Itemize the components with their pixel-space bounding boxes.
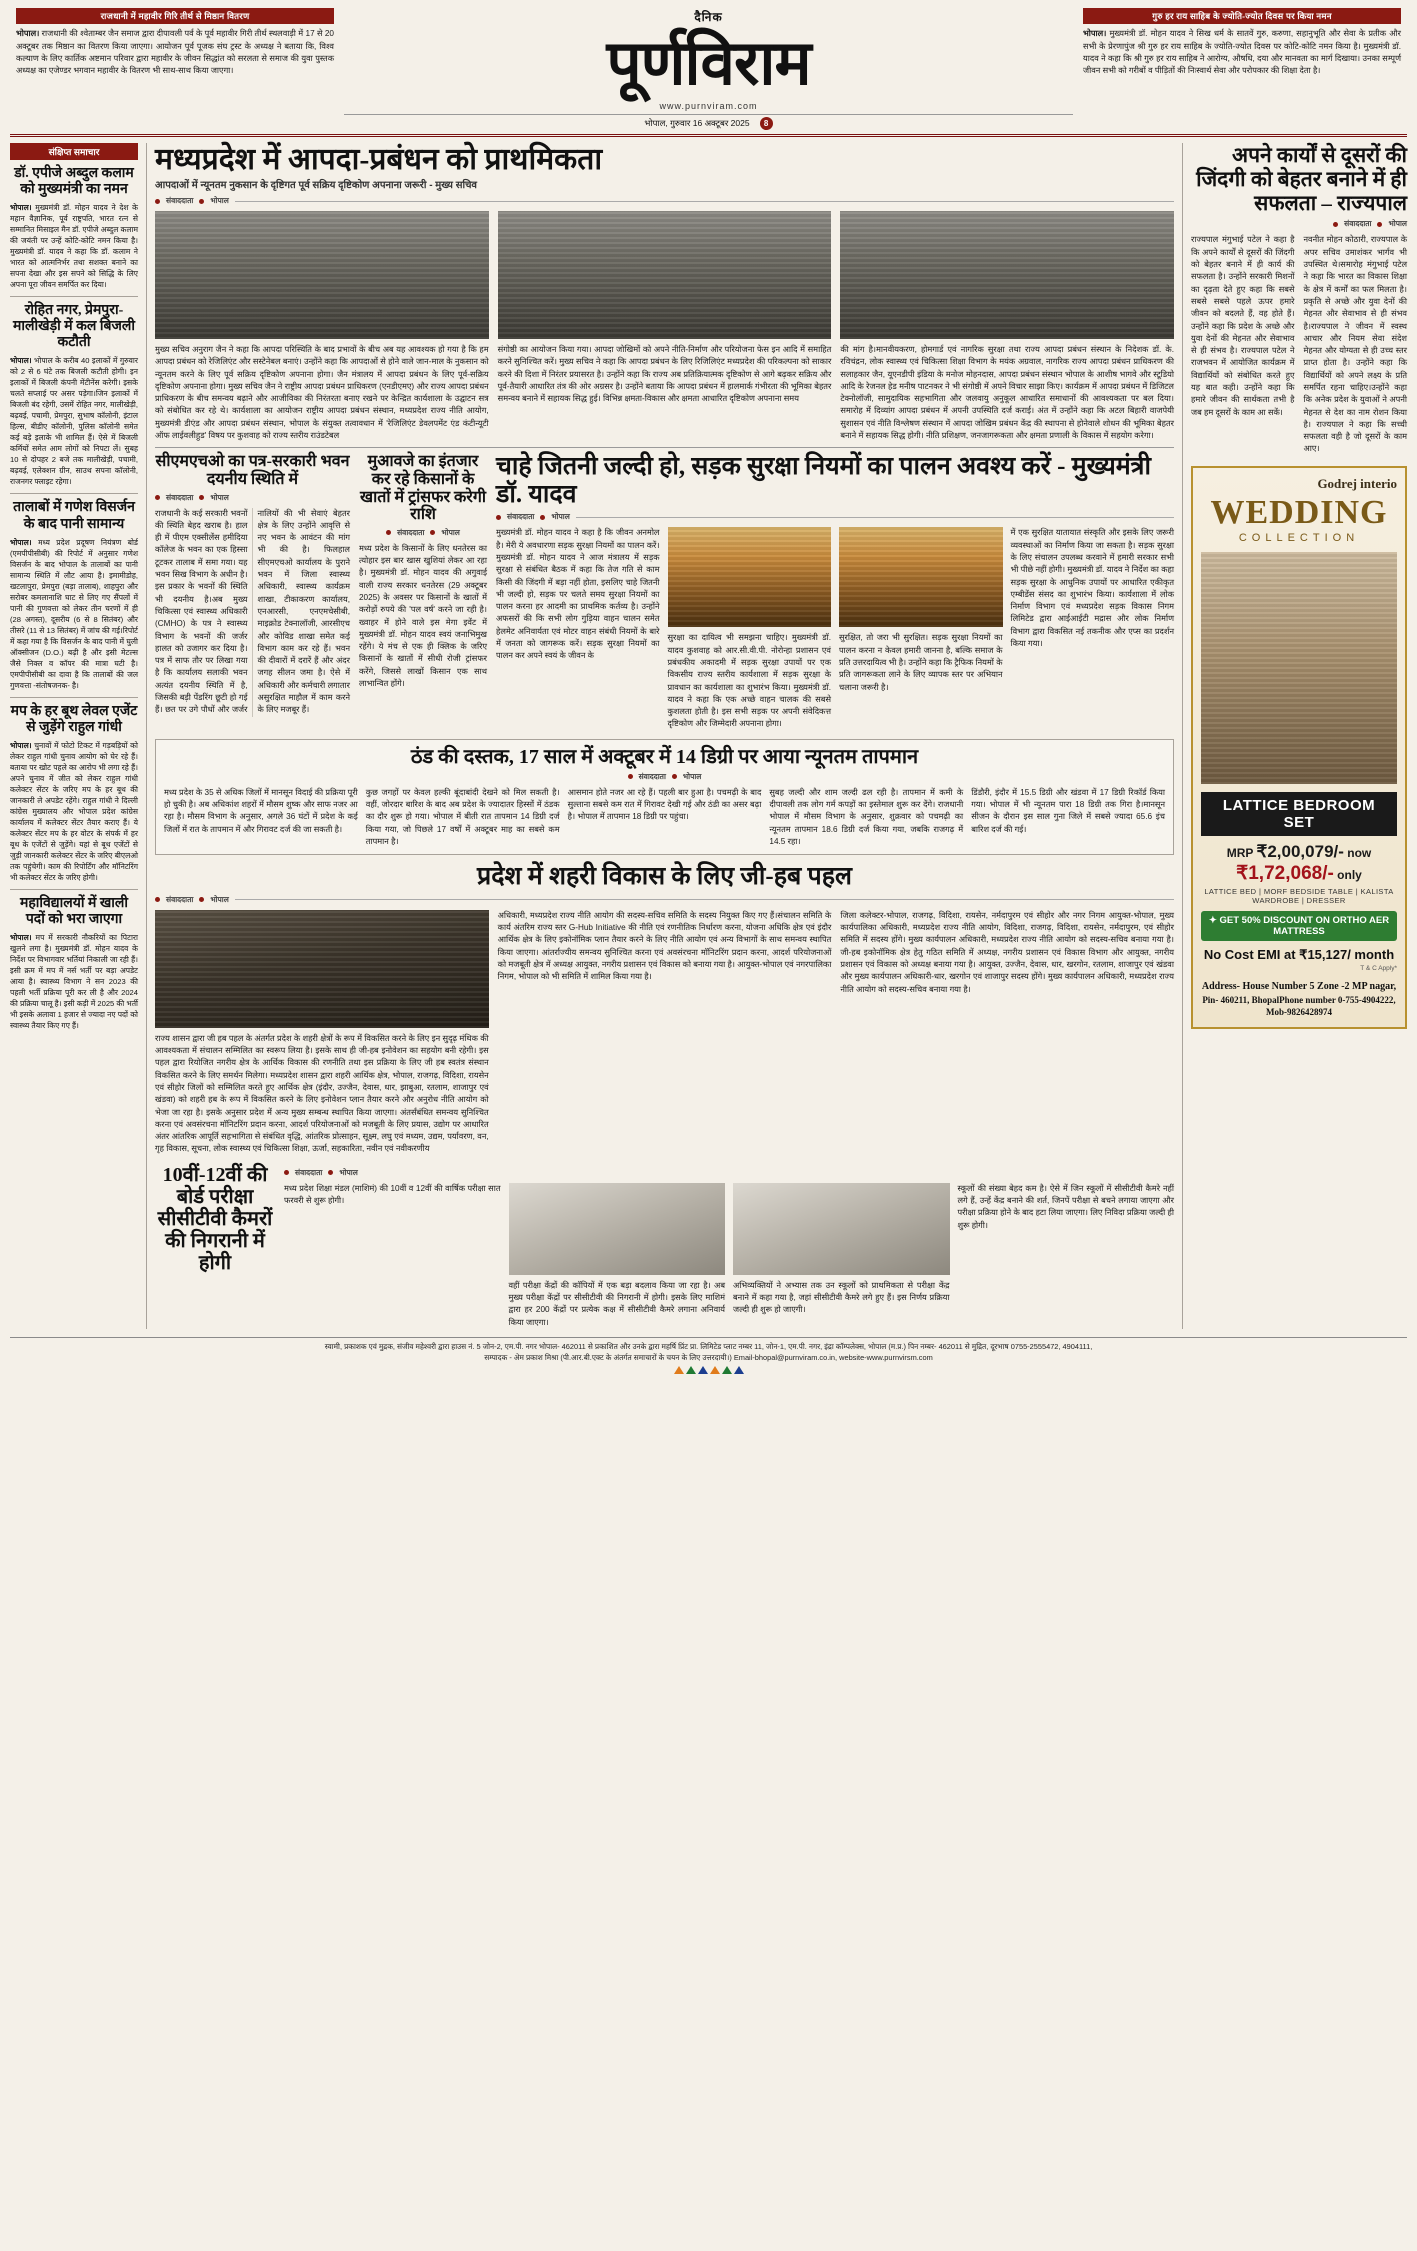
story-ghub <box>155 863 1174 1155</box>
ad-title: WEDDING <box>1210 493 1388 531</box>
masthead-left-brief <box>10 8 340 130</box>
bullet-icon <box>628 774 633 779</box>
triangle-orange-icon <box>674 1366 684 1374</box>
cold-col-2: कुछ जगहों पर केवल हल्की बूंदाबांदी देखने को मिल सकती है। वहीं, जोरदार बारिश के बाद अब प्रदेश के ज्यादातर हिस्सों में ठंडक का दौर शुरू हो गया। भोपाल में बीती रात तापमान 14 डिग्री दर्ज किया गया, जो पिछले 17 वर्षों में अक्टूबर माह का सबसे कम तापमान है। <box>365 787 560 846</box>
city-skyline-photo <box>155 910 489 1028</box>
cctv-camera-photo <box>509 1183 726 1275</box>
byline <box>284 1168 1174 1178</box>
cm-photo-2 <box>839 527 1003 627</box>
byline-label: संवाददाता <box>507 512 535 522</box>
mrp-label: MRP <box>1226 845 1254 860</box>
now-label: now <box>1347 845 1372 860</box>
bullet-icon <box>199 495 204 500</box>
mrp-value: ₹2,00,079/- <box>1256 841 1344 861</box>
muavja-headline[interactable]: मुआवजे का इंतजार कर रहे किसानों के खातों में ट्रांसफर करेगी राशि <box>360 453 486 524</box>
brief-headline[interactable]: महाविद्यालयों में खाली पदों को भरा जाएगा <box>19 895 129 927</box>
footer-line-2: सम्पादक - अेम प्रकाश मिश्रा (पी.आर.बी.एक्ट के अंतर्गत समाचारों के चयन के लिए उत्तरदायी।) Email-bhopal@purnviram.co.in, website-www.purnvirsm.com <box>484 1352 933 1362</box>
byline-label: संवाददाता <box>1344 219 1372 229</box>
byline <box>155 895 1174 905</box>
left-rail <box>10 143 138 1329</box>
address-label: Address- <box>1201 980 1241 992</box>
byline-label: संवाददाता <box>166 492 194 502</box>
brief-text: मुख्यमंत्री डॉ. मोहन यादव ने देश के महान वैज्ञानिक, पूर्व राष्ट्रपति, भारत रत्न से सम्मानित मिसाइल मैन डॉ. एपीजे अब्दुल कलाम की जयंती पर उन्हें कोटि-कोटि नमन किया है। मुख्यमंत्री डॉ. यादव ने कहा कि डॉ. कलाम ने भारत को आत्मनिर्भर तथा सशक्त बनाने का सपना देखा और इस सपने को सिद्धि के लिए अपना पूरा जीवन समर्पित कर दिया। <box>10 203 138 290</box>
bullet-icon <box>430 530 435 535</box>
brief-body <box>10 355 138 487</box>
ad-offer-badge: ✦ GET 50% DISCOUNT ON ORTHO AER MATTRESS <box>1201 911 1397 941</box>
masthead-right-text <box>1083 28 1401 77</box>
bullet-icon <box>386 530 391 535</box>
cold-col-1: मध्य प्रदेश के 35 से अधिक जिलों में मानसून विदाई की प्रक्रिया पूरी हो चुकी है। अब अधिकांश शहरों में मौसम शुष्क और साफ नजर आ रहा है। मौसम विभाग के अनुसार, अगले 36 घंटों में प्रदेश के कई जिलों में रात के तापमान में और गिरावट दर्ज की जा सकती है। <box>164 787 358 834</box>
byline <box>1191 219 1407 229</box>
masthead-right-body: मुख्यमंत्री डॉ. मोहन यादव ने सिख धर्म के सातवें गुरु, करुणा, सहानुभूति और सेवा के प्रतीक और सभी के प्रेरणापुंज श्री गुरु हर राय साहिब के ज्योति-ज्योत दिवस पर कोटि-कोटि नमन किया है। मुख्यमंत्री डॉ. यादव ने कहा कि श्री गुरु हर राय साहिब ने आरोग्य, औषधि, दया और मानवता का मार्ग दिखाया। उनका सम्पूर्ण जीवन सभी को गरीबों व पीड़ितों की निःस्वार्थ सेवा और परोपकार की शिक्षा देता है। <box>1083 29 1402 76</box>
website-url[interactable]: www.purnviram.com <box>659 101 758 111</box>
story-cmho <box>155 453 350 730</box>
byline-place: भोपाल <box>210 894 229 904</box>
cold-col-3: आसमान होते नजर आ रहे हैं। पहली बार हुआ है। पचमढ़ी के बाद सुल्ताना सबसे कम रात में गिरावट देखी गई और ठंडी का असर बढ़ा है। भोपाल में तापमान 18 डिग्री पर पहुंचा। <box>567 787 762 822</box>
muavja-text: मध्य प्रदेश के किसानों के लिए धनतेरस का त्योहार इस बार खास खुशियां लेकर आ रहा है। मुख्यमंत्री डॉ. मोहन यादव की अगुवाई वाली राज्य सरकार धनतेरस (29 अक्टूबर 2025) के अवसर पर किसानों के खातों में करोड़ों रुपये की 'पल वर्ष' करने जा रही है। ख्वाहर में होने वाले इस मेगा इवेंट में मुख्यमंत्री डॉ. मोहन यादव स्वयं जनाभिमुख रहेंगे। ये मंच से एक ही क्लिक के जरिए किसानों के खातों में सीधी रोजी ट्रांसफर करेंगे, जिससे लाखों किसान एक साथ लाभान्वित होंगे। <box>359 543 487 689</box>
byline <box>164 772 1165 782</box>
lead-story <box>155 143 1174 442</box>
ad-emi: No Cost EMI at ₹15,127/ month <box>1203 946 1395 962</box>
bullet-icon <box>155 495 160 500</box>
lead-subhead: आपदाओं में न्यूनतम नुकसान के दृष्टिगत पूर्व सक्रिय दृष्टिकोण अपनाना जरूरी - मुख्य सचिव <box>155 180 477 191</box>
cold-col-5: डिंडौरी, इंदौर में 15.5 डिग्री और खंडवा में 17 डिग्री रिकॉर्ड किया गया। भोपाल में भी न्यूनतम पारा 18 डिग्री तक गिरा है।मानसून सीजन के दौरान इस साल गुना जिले में सबसे ज्यादा 65.6 इंच बारिश दर्ज की गई। <box>971 787 1165 834</box>
divider <box>10 296 138 297</box>
cctv-headline[interactable]: 10वीं-12वीं की बोर्ड परीक्षा सीसीटीवी कैमरों की निगरानी में होगी <box>157 1163 273 1274</box>
cctv-col-1: मध्य प्रदेश शिक्षा मंडल (माशिमं) की 10वीं व 12वीं की वार्षिक परीक्षा सात फरवरी से शुरू होगी। <box>284 1183 501 1205</box>
lead-headline[interactable]: मध्यप्रदेश में आपदा-प्रबंधन को प्राथमिकता <box>155 143 603 176</box>
byline-label: संवाददाता <box>166 196 194 205</box>
cctv-col-2: वहीं परीक्षा केंद्रों की कॉपियों में एक बड़ा बदलाव किया जा रहा है। अब मुख्य परीक्षा केंद्रों पर सीसीटीवी की निगरानी में होगी। इसके लिए माशिमं द्वारा हर 200 केंद्रों पर प्रत्येक कक्ष में सीसीटीवी कैमरे लगाना अनिवार्य किया जाएगा। <box>509 1183 726 1329</box>
triangle-green-icon <box>722 1366 732 1374</box>
brief-text: चुनावों में फोटो टिकट में गड़बड़ियों को लेकर राहुल गांधी चुनाव आयोग को घेर रहे हैं। बताया पर खोट पहले का आरोप भी लगा रहे हैं। अपने चुनाव में जीत को लेकर राहुल गांधी कलेक्टर सेंटर के जरिए मप के हर बूथ की जानकारी ले अपडेट रहेंगे। राहुल गांधी ने दिल्ली कांग्रेस मुख्यालय और भोपाल प्रदेश कांग्रेस कार्यालय में कलेक्टर सेंटर तैयार कराए हैं। ये कलेक्टर सेंटर मप के हर वोटर के संपर्क में हर बूथ के एजेंटों से जुड़ेंगे। <box>10 740 138 849</box>
brief-headline[interactable]: डॉ. एपीजे अब्दुल कलाम को मुख्यमंत्री का नमन <box>14 166 134 198</box>
ad-pricing <box>1201 842 1397 885</box>
advertisement[interactable] <box>1191 466 1407 1029</box>
road-col-1 <box>496 527 660 730</box>
brief-text: मध्य प्रदेश प्रदूषण नियंत्रण बोर्ड (एमपीपीसीबी) की रिपोर्ट में अनुसार गणेश विसर्जन के बाद भोपाल के तालाबों का पानी सामान्य स्थिति में लौट आया है। इमामीडोह, खटलापुरा, प्रेमपुरा (बड़ा तालाब), शाहपुरा और सरोबर कमलानाशि घाट से लिए गए सैंपलों में पानी की गुणवत्ता को लेकर तीन चरणों में ही (28 अगस्त), दूसरीय (6 से 8 सितंबर) और तीसरे (11 से 13 सितंबर) में जांच की गई।रिपोर्ट में कहा गया है कि विसर्जन के बाद पानी में घुली ऑक्सीजन (D.O.) बढ़ी है और इसी मेटल्स जैसे निक्ल व कॉपर की मात्रा घटी है। एमपीपीसीबी का दावा है कि तालाबों की जल गुणवत्ता -संतोषजनक- है। <box>10 537 138 690</box>
lead-col-2 <box>498 211 832 442</box>
brief-item <box>10 896 138 1031</box>
footer-line-1: स्वामी, प्रकाशक एवं मुद्रक, संजीव महेश्वरी द्वारा हाउस नं. 5 जोन-2, एम.पी. नगर भोपाल- 462011 से प्रकाशित और उनके द्वारा महर्षि प्रिंट प्रा. लिमिटेड प्लाट नम्बर 11, जोन-1, एम.पी. नगर, इंद्रा कॉम्पलेक्स, भोपाल (म.प्र.) पिन नम्बर- 462011 से मुद्रित, दूरभाष 0755-2555472, 4904111, <box>324 1341 1093 1351</box>
road-col-3 <box>839 527 1003 730</box>
cold-headline[interactable]: ठंड की दस्तक, 17 साल में अक्टूबर में 14 डिग्री पर आया न्यूनतम तापमान <box>410 745 919 768</box>
lead-text-3: की मांग है।मानवीयकरण, होमगार्ड एवं नागरिक सुरक्षा तथा राज्य आपदा प्रबंधन संस्थान के निदेशक डॉ. के. रविचंद्रन, लोक स्वास्थ्य एवं चिकित्सा शिक्षा विभाग के मयंक अग्रवाल, नागरिक राज्य आपदा प्रबंधन प्राधिकरण की सलाहकार जैन, यूएनडीपी इंडिया के मनोज मोहनदास, आपदा प्रबंधन संस्थान भोपाल के आशीष भागवे और स्टूडियो आदि के रेजनल हेड मनीष पाटनकर ने भी संगोष्ठी में अपने विचार साझा किए। कार्यक्रम में आपदा प्रबंधन में डिजिटल टेक्नोलॉजी, सामुदायिक सहभागिता और जलवायु अनुकूल आधारित समाधानों की आवश्यकता पर बल दिया। समारोह में दिव्यांग आपदा प्रबंधन में अपनी उपस्थिति दर्ज कराई। अंत में उन्होंने कहा कि अटल बिहारी वाजपेयी सुशासन एवं नीति विश्लेषण संस्थान में आपदा जोखिम प्रबंधन केंद्र की स्थापना से होनेवाले शोधन की भूमिका बेहतर बनाने में सहायक सिद्ध होगी। नीति प्रशिक्षण, जनजागरूकता और क्षमता प्रणाली के विकास में सहयोग करेगा। <box>840 345 1174 441</box>
byline-label: संवाददाता <box>397 527 425 537</box>
governor-headline[interactable]: अपने कार्यों से दूसरों की जिंदगी को बेहतर बनाने में ही सफलता – राज्यपाल <box>1196 143 1407 216</box>
brief-text-cont: यहां से बूथ एजेंटों से जुड़ी जानकारी कलेक्टर सेंटर के जरिए बीएलओ तक पहुंचेगी। काम की रिपोर्टिंग और मॉनिटरिंग भी कलेक्टर सेंटर के जरिए होगी। <box>10 839 138 882</box>
address-line-2: Pin- 460211, BhopalPhone number 0-755-4904222, Mob-9826428974 <box>1202 994 1396 1018</box>
masthead-left-text <box>16 28 334 77</box>
byline-place: भोपाल <box>210 196 229 205</box>
masthead-right-brief <box>1077 8 1407 130</box>
ad-item-list: LATTICE BED | MORF BEDSIDE TABLE | KALISTA WARDROBE | DRESSER <box>1204 886 1394 905</box>
cctv-headline-block <box>155 1164 275 1329</box>
second-row <box>155 453 1174 730</box>
story-cctv <box>155 1164 1174 1329</box>
bullet-icon <box>284 1170 289 1175</box>
road-text-3: सुरक्षित, तो जरा भी सुरक्षित। सड़क सुरक्षा नियमों का पालन करना न केवल हमारी जानना है, बल्कि समाज के प्रति उत्तरदायित्व भी है। उन्होंने कहा कि ट्रैफिक नियमों के प्रति जागरूकता लाने के लिए व्यापक स्तर पर अभियान चलाना जरूरी है। <box>839 633 1003 692</box>
only-label: only <box>1337 867 1362 882</box>
dateline: भोपाल। <box>1083 29 1107 39</box>
byline-place: भोपाल <box>339 1167 358 1177</box>
ghub-col-1: राज्य शासन द्वारा जी हब पहल के अंतर्गत प्रदेश के शहरी क्षेत्रों के रूप में विकसित करने के लिए इन सुदृढ़ मंथिक की आवश्यकता में संचालन सम्मिलित का स्वरूप लिया है। इसके साथ ही जी-हब इनोवेशन का सहयोग बनी रहेगी। इस पहल द्वारा रियोजित नगरीय क्षेत्र के आर्थिक विकास की रणनीति तथा इस प्रक्रिया के लिए जी हब स्वतंत्र संस्थान विकसित करने के लिए समर्थन मिलेगा। मध्यप्रदेश शासन द्वारा शहरी आर्थिक क्षेत्र, भोपाल, राजगढ़, विदिशा, रायसेन एवं सीहोर जिलों को सम्मिलित करते हुए आर्थिक क्षेत्र (इंदौर, उज्जैन, देवास, धार, झाबुआ, रतलाम, शाजापुर एवं खंडवा) को शहरी हब के रूप में विकसित करने के लिए इनोवेशन प्लान तैयार करने और अनुरोध नीति आयोग को भेजा जा रहा है। इसके अनुसार प्रदेश में अन्य मुख्य सम्बन्ध स्थापित किया जाएगा। अंतर्संबंधित समन्वय सुनिश्चित करना एवं अवसंरचना मॉनिटरिंग प्रदान करना, आदर्श परियोजनाओं को मजबूती के लिए प्रयास, उद्योग पर आधारित अंतर आंतरिक आपूर्ति सहभागिता से संबंधित वृद्धि, आंतरिक प्रोत्साहन, सूक्ष्म, लघु एवं मध्यम, उद्यम, पर्यावरण, वन, गृह विकास, सूचना, लोक स्वास्थ्य एवं चिकित्सा शिक्षा, ऊर्जा, सहकारिता, नवीन एवं नवीकरणीय <box>155 910 489 1156</box>
cctv-body-block <box>284 1164 1174 1329</box>
page-number: 8 <box>760 117 773 130</box>
cctv-camera-photo-2 <box>733 1183 950 1275</box>
bullet-icon <box>672 774 677 779</box>
byline <box>155 493 350 503</box>
rule <box>235 201 1174 202</box>
brief-headline[interactable]: मप के हर बूथ लेवल एजेंट से जुड़ेंगे राहुल गांधी <box>10 703 138 735</box>
dateline: भोपाल। <box>10 740 32 750</box>
ad-address <box>1201 980 1397 1019</box>
byline-label: संवाददाता <box>166 894 194 904</box>
byline <box>155 196 1174 206</box>
masthead-meta <box>344 114 1073 130</box>
story-cold-weather <box>155 739 1174 855</box>
road-text-1: मुख्यमंत्री डॉ. मोहन यादव ने कहा है कि जीवन अनमोल है। मेरी ये अवधारणा सड़क सुरक्षा नियमों का पालन करें। मुख्यमंत्री डॉ. मोहन यादव ने आज मंत्रालय में सड़क सुरक्षा से संबंधित बैठक में कहा कि तेज गति से काम किसी की जिंदगी में बड़ा नहीं होता, इसलिए चाहे जितनी भी जल्दी हो, सड़क पर चलते समय सुरक्षा नियमों का पालन करना हर आदमी का प्राथमिक कर्तव्य है। उन्होंने अफसरों की कि सभी लोग गुड़िया वाहन चालन समेत हेलमेट अनिवार्यता एवं मोटर वाहन संबंधी नियमों के बारे में जनता को जागरूक करें। सड़क सुरक्षा नियमों का पालन कर अपने स्वयं के जीवन के <box>496 528 660 661</box>
brief-item <box>10 166 138 290</box>
cctv-col-3: अभिव्यक्तियों ने अभ्यास तक उन स्कूलों को प्राथमिकता से परीक्षा केंद्र बनाने में कहा गया है, जहां सीसीटीवी कैमरे लगे हुए हैं। इस निर्णय प्रक्रिया जल्दी ही शुरू हो जाएगी। <box>733 1183 950 1329</box>
bullet-icon <box>155 199 160 204</box>
bullet-icon <box>199 897 204 902</box>
byline <box>359 528 487 538</box>
bullet-icon <box>1377 222 1382 227</box>
triangle-orange-icon <box>710 1366 720 1374</box>
dateline: भोपाल। <box>16 29 40 39</box>
rule <box>235 899 1174 900</box>
bullet-icon <box>540 515 545 520</box>
bullet-icon <box>328 1170 333 1175</box>
masthead-left-banner: राजधानी में महावीर गिरि तीर्थ से मिष्ठान वितरण <box>16 8 334 24</box>
dateline: भोपाल। <box>10 537 32 547</box>
triangle-green-icon <box>686 1366 696 1374</box>
road-text-2: सुरक्षा का दायित्व भी समझना चाहिए। मुख्यमंत्री डॉ. यादव कुशवाह को आर.सी.वी.पी. नोरोन्हा प्रशासन एवं प्रबंधकीय अकादमी में सड़क सुरक्षा उपायों पर एक विकसीय राज्य स्तरीय कार्यशाला में सड़क सुरक्षा के प्रावधान का कार्यशाला का शुभारंभ किया। मुख्यमंत्री डॉ. यादव ने कहा कि एक अच्छे वाहन चालक की सबसे कुशलता होती है। इस सभी सड़क पर अपनी संवेदिकत्त दृष्टिकोण और जिम्मेदारी अपनाना होगा। <box>667 633 831 729</box>
triangle-blue-icon <box>698 1366 708 1374</box>
governor-col-1: राज्यपाल मंगुभाई पटेल ने कहा है कि अपने कार्यों से दूसरों की जिंदगी को बेहतर बनाने में ही कार्य की सफलता है। उन्होंने सरकारी मिशनों का दृढ़ता देते हुए कहा कि सबसे सबसे सबसे पहले ऊपर हमारे जीवन को बदलते हैं, वह होते हैं। उन्होंने कहा कि प्रदेश के अच्छे और युवा देनों की मेहनत और सेवाभाव से ही संभव है। राज्यपाल पटेल ने राजभवन में आयोजित कार्यक्रम में विद्यार्थियों को संबोधित करते हुए यह बात कही। उन्होंने कहा कि हमारे जीवन की सार्थकता तभी है जब हम दूसरों के काम आ सकें। <box>1191 235 1295 417</box>
page-footer <box>10 1337 1407 1374</box>
meeting-photo-2 <box>498 211 832 339</box>
brief-body <box>10 202 138 290</box>
brief-body <box>10 740 138 883</box>
meeting-photo <box>155 211 489 339</box>
byline-place: भोपाल <box>1388 219 1407 229</box>
brief-item <box>10 500 138 690</box>
byline-place: भोपाल <box>210 492 229 502</box>
center-column <box>146 143 1174 1329</box>
byline-place: भोपाल <box>682 771 702 781</box>
cmho-headline[interactable]: सीएमएचओ का पत्र-सरकारी भवन दयनीय स्थिति में <box>155 453 350 488</box>
ghub-col-2: अधिकारी, मध्यप्रदेश राज्य नीति आयोग की सदस्य-सचिव समिति के सदस्य नियुक्त किए गए हैं।संचालन समिति के कार्य अंतरिम राज्य स्तर G-Hub Initiative की नीति एवं रणनीतिक निर्धारण करना, योजना अधिकि क्षेत्र एवं इंदौर आर्थिक क्षेत्र के लिए इकोनॉमिक प्लान तैयार करने के लिए नीति आयोग एवं अन्य विभागों के साथ समन्वय स्थापित किया जाएगा। आंतर्राज्यीय समन्वय सुनिश्चित करना एवं अवसंरचना मॉनिटरिंग प्रदान करना, आदर्श परियोजनाओं को मजबूती क्षेत्र में अध्यक्ष आयुक्त, नगरीय प्रशासन एवं विकास को बनाया गया है। आयुक्त-भोपाल एवं नगरपालिका निगम, भोपाल को भी समिति में शामिल किया गया है। <box>497 910 832 982</box>
page-grid <box>10 143 1407 1329</box>
rule <box>576 517 1174 518</box>
brief-text: भोपाल के करीब 40 इलाकों में गुरुवार को 2 से 6 घंटे तक बिजली कटौती होगी। इन इलाकों में बिजली कंपनी मेंटीनेंस करेगी। इसके चलते सप्लाई पर असर पड़ेगा।जिन इलाकों में बिजली बंद रहेगी, उसमें रोहित नगर, मालीखेड़ी, बढ़वई, पचामी, प्रेमपुरा, सुभाष कॉलोनी, इंटाल हिल्स, बीडीए कॉलोनी, पुलिस कॉलोनी समेत कई बड़े इलाके भी शामिल हैं। ऐसे में बिजली कर्मियों समेत आम लोगों को निपटा लें। सुबह 10 से दोपहर 2 बजे तक मालीखेड़ी, पचामी, बढ़वई, एलेक्शन ग्रीन, साउथ सपना कॉलोनी, राजनगर फ्लाइट रहेगा। <box>10 356 138 487</box>
dateline: भोपाल। <box>10 203 32 213</box>
ad-subtitle: COLLECTION <box>1238 531 1360 544</box>
ad-product-name: LATTICE BEDROOM SET <box>1201 792 1397 836</box>
masthead <box>10 8 1407 137</box>
address-line-1: House Number 5 Zone -2 MP nagar, <box>1242 980 1397 992</box>
ad-brand-logo: Godrej interio <box>1317 475 1397 491</box>
ghub-headline[interactable]: प्रदेश में शहरी विकास के लिए जी-हब पहल <box>477 863 852 891</box>
ad-product-photo <box>1201 552 1397 784</box>
brief-news-label: संक्षिप्त समाचार <box>10 143 138 160</box>
dateline: भोपाल। <box>10 933 32 943</box>
masthead-left-body: राजधानी की श्वेताम्बर जैन समाज द्वारा दीपावली पर्व के पूर्व महावीर गिरी तीर्थ स्थलवाड़ी में 17 से 20 अक्टूबर तक मिष्ठान का वितरण किया जाएगा। आयोजन पूर्व पूजक संघ ट्रस्ट के अध्यक्ष ने बताया कि, विश्व कल्याण के लिए कार्तिक अष्टमान परिवार द्वारा महावीर के जीवन सिद्धांत को सरलता से समाज की युवा पुस्तक अध्यक्ष का एजेण्डर भगवान महावीर के वितरण भी साथ-साथ किया जाएगा। <box>16 29 334 76</box>
bullet-icon <box>155 897 160 902</box>
brief-item <box>10 303 138 487</box>
story-road-safety <box>496 453 1174 730</box>
meeting-photo-3 <box>840 211 1174 339</box>
brief-headline[interactable]: रोहित नगर, प्रेमपुरा-मालीखेड़ी में कल बिजली कटौती <box>13 303 135 351</box>
ad-terms: T & C Apply* <box>1360 964 1397 972</box>
cctv-col-4: स्कूलों की संख्या बेहद कम है। ऐसे में जिन स्कूलों में सीसीटीवी कैमरे नहीं लगे हैं, उन्हें केंद्र बनाने की शर्त, जिनपें परीक्षा से बचने लगाया जाएगा और परीक्षा प्रक्रिया होने के बाद हटा लिया जाएगा। लिए निविदा प्रक्रिया जल्दी ही शुरू होगी। <box>957 1183 1174 1230</box>
cmho-body <box>155 508 350 717</box>
masthead-right-banner: गुरु हर राय साहिब के ज्योति-ज्योत दिवस पर किया नमन <box>1083 8 1401 24</box>
cold-col-4: सुबह जल्दी और शाम जल्दी ढल रही है। तापमान में कमी के दीपावली तक लोग गर्म कपड़ों का इस्तेमाल शुरू कर देंगे। राजधानी भोपाल में मौसम विभाग के अनुसार, शुक्रवार को पचमढ़ी का न्यूनतम तापमान 18.6 डिग्री दर्ज किया गया, जबकि राजगढ़ में 14.5 रहा। <box>769 787 964 846</box>
sale-price: ₹1,72,068/- <box>1236 862 1334 884</box>
byline-label: संवाददाता <box>638 771 666 781</box>
divider <box>10 889 138 890</box>
byline-label: संवाददाता <box>295 1167 323 1177</box>
brief-item <box>10 704 138 883</box>
brief-headline[interactable]: तालाबों में गणेश विसर्जन के बाद पानी सामान्य <box>13 500 135 532</box>
brief-body <box>10 537 138 691</box>
bullet-icon <box>496 515 501 520</box>
lead-col-1 <box>155 211 489 442</box>
tricolor-decoration <box>10 1366 1407 1374</box>
story-muavja <box>359 453 487 730</box>
right-rail <box>1182 143 1407 1329</box>
bullet-icon <box>1333 222 1338 227</box>
byline-place: भोपाल <box>551 512 570 522</box>
cmho-text: राजधानी के कई सरकारी भवनों की स्थिति बेहद खराब है। हाल ही में पीएम एक्सीलेंस हमीदिया कॉलेज के भवन का एक हिस्सा टूटकर तालाब में समा गया। यह भवन सिख विभाग के अधीन है। इस प्रकार के भवनों की स्थिति भी दयनीय है।अब मुख्य चिकित्सा एवं स्वास्थ्य अधिकारी (CMHO) के पत्र ने स्वास्थ्य विभाग के भवनों की जर्जर हालत को उजागर कर दिया है। पत्र में साफ तौर पर लिखा गया है कि कार्यालय सलाकी भवन अत्यंत दयनीय स्थिति में है, जिसकी बड़ी पेंडरिंग छूटी हो गई हैं। छत पर उगे पौधों और जर्जर नालियों की भी सेवाएं बेहतर क्षेत्र के लिए उन्होंने आवृत्ति से नए भवन के आवंटन की मांग भी की है। फिलहाल सीएमएचओ कार्यालय के पुराने भवन में जिला स्वास्थ्य अधिकारी, स्वास्थ्य कार्यक्रम शाखा, टीकाकरण कार्यालय, एनआरसी, एनएमचेसीबी, माइक्रोड टेक्नालॉजी, आरसीएच और कोविड शाखा समेत कई विभाग काम कर रहे हैं। भवन की दीवारों में दरारें हैं और अंदर जगह सीलन जमा है। ऐसे में अधिकारी और कर्मचारी लगातार असुरक्षित माहौल में काम करने के लिए मजबूर हैं। <box>155 508 350 715</box>
masthead-center <box>340 8 1077 130</box>
brief-text-cont: स्वास्थ्य विभाग ने सन 2023 की पहली भर्ती प्रक्रिया पूरी कर ली है और 2024 की प्रक्रिया चालू है। इसी कड़ी में 2025 की भर्ती भी इसके अलावा 1 हजार से ज्यादा नए पदों को स्वास्थ्य तैयार किए गए हैं। <box>10 977 138 1031</box>
road-text-4: में एक सुरक्षित यातायात संस्कृति और इसके लिए जरूरी व्यवस्थाओं का निर्माण किया जा सकता है। सड़क सुरक्षा के लिए संचालन उपलब्ध करवाने में हमारी सरकार सभी भी पीछे नहीं होगी। मुख्यमंत्री डॉ. यादव ने निर्देश का कहा सड़क सुरक्षा के आधुनिक उपायों पर आधारित एकीकृत एम्बीडेंस संसद का शुभारंभ किया। कार्यशाला में लोक निर्माण विभाग एवं मध्यप्रदेश सड़क विकास निगम लिमिटेड द्वारा आईआईटी मद्रास और लोक निर्माण विभाग द्वारा विकसित नई तकनीक और एप्स का प्रदर्शन किया गया। <box>1010 528 1174 649</box>
logo-kicker: दैनिक <box>694 10 723 24</box>
divider <box>155 447 1174 448</box>
lead-text-2: संगोष्ठी का आयोजन किया गया। आपदा जोखिमों को अपने नीति-निर्माण और परियोजना फेस इन आदि में समाहित करने सुनिश्चित करें। मुख्य सचिव ने कहा कि आपदा प्रबंधन के लिए रिजिलिएंट मध्यप्रदेश की परिकल्पना को साकार करने की दिशा में निरंतर प्रयासरत है। उन्होंने कहा कि राज्य अब प्रतिक्रियात्मक दृष्टिकोण से आगे बढ़कर सक्रिय और पूर्व-तैयारी आधारित तंत्र की ओर अग्रसर है। उन्होंने बताया कि आपदा प्रबंधन में हालमार्क गंभीरता की भूमिका बेहतर समन्वय बनाने में सहायक सिद्ध हुई। विभिन्न क्षमता-विकास और क्षमता आधारित दृष्टिकोण अपनाना समय <box>497 345 832 404</box>
place-date: भोपाल, गुरुवार 16 अक्टूबर 2025 <box>644 118 750 128</box>
road-col-2 <box>668 527 832 730</box>
lead-text-1: मुख्य सचिव अनुराग जैन ने कहा कि आपदा परिस्थिति के बाद प्रभावों के बीच अब यह आवश्यक हो गया है कि हम आपदा प्रबंधन को रेजिलिएंट और सस्टेनेबल बनाएं। उन्होंने कहा कि आपदाओं से होने वाले जान-माल के नुकसान को न्यूनतम करने के लिए पूर्व सक्रिय दृष्टिकोण अपनाना होगा। जैन मंत्रालय में आपदा प्रबंधन के लिए पूर्व-सक्रिय दृष्टिकोण अपनाना होगा। मुख्य सचिव जैन ने राष्ट्रीय आपदा प्रबंधन प्राधिकरण (एनडीएमए) और राज्य आपदा प्रबंधन प्राधिकरण के बीच समन्वय बढ़ाने और आजीविका की निरंतरता बनाए रखने पर केन्द्रित कार्यशाला के उद्घाटन सत्र को संबोधित कर रहे थे। कार्यशाला का आयोजन राष्ट्रीय आपदा प्रबंधन संस्थान, मध्यप्रदेश राज्य नीति आयोग, मुख्यमंत्री डीएंड और आपदा प्रबंधन संस्थान, भोपाल के संयुक्त तत्वावधान में 'रेजिलिएंट डेवलपमेंट एंड कंटीन्यूटी ऑफ लाईवलीहुड' विषय पर कुशवाह को राज्य स्तरीय राउंडटेबल <box>155 345 489 441</box>
byline-place: भोपाल <box>441 527 460 537</box>
muavja-body <box>359 543 487 691</box>
brief-text: मप में सरकारी नौकरियों का पिटारा खुलने लगा है। मुख्यमंत्री डॉ. मोहन यादव के निर्देश पर विभागवार भर्तियां निकाली जा रही हैं। इसी क्रम में मप में नर्स भर्ती पर बड़ा अपडेट आया है। <box>10 933 138 987</box>
byline <box>496 512 1174 522</box>
newspaper-logo: पूर्णविराम <box>606 30 811 98</box>
divider <box>10 697 138 698</box>
governor-col-2: नवनीत मोहन कोठारी, राज्यपाल के अपर सचिव उमाशंकर भार्गव भी उपस्थित थे।समारोह मंगुभाई पटेल ने कहा कि भारत का विकास शिक्षा के क्षेत्र में कर्मों का फल मिलता है। प्रकृति से अच्छे और युवा देनों की मेहनत और सेवाभाव से ही संभव है।राज्यपाल ने जीवन में स्वस्थ आचार और नियम सेवा संदेश मेहनत और योग्यता से ही उच्च स्तर प्राप्त होता है। उन्होंने कहा कि विद्यार्थियों को अपने लक्ष्य के प्रति समर्पित रहना चाहिए।उन्होंने कहा कि अनेक प्रदेश के युवाओं ने अपनी मेहनत से देश का नाम रोशन किया है। राज्यपाल ने कहा कि सच्ची सफलता वही है जो दूसरों के काम आए। <box>1303 235 1407 454</box>
road-headline[interactable]: चाहे जितनी जल्दी हो, सड़क सुरक्षा नियमों का पालन अवश्य करें - मुख्यमंत्री डॉ. यादव <box>496 453 1151 508</box>
cm-photo <box>668 527 832 627</box>
bullet-icon <box>199 199 204 204</box>
lead-col-3 <box>840 211 1174 442</box>
brief-body <box>10 932 138 1031</box>
divider <box>10 493 138 494</box>
road-col-4 <box>1011 527 1175 730</box>
triangle-blue-icon <box>734 1366 744 1374</box>
dateline: भोपाल। <box>10 356 32 366</box>
ghub-col-3: जिला कलेक्टर-भोपाल, राजगढ़, विदिशा, रायसेन, नर्मदापुरम एवं सीहोर और नगर निगम आयुक्त-भोपाल, मुख्य कार्यपालिका अधिकारी, मध्यप्रदेश राज्य नीति आयोग, विदिशा, राजगढ़, विदिशा, रायसेन, नर्मदापुरम, एवं सीहोर समिति में सदस्य होंगे। मुख्य कार्यपालन अधिकारी, मध्यप्रदेश राज्य नीति आयोग को सदस्य-सचिव बनाया गया है।जी-हब इकोनॉमिक क्षेत्र हेतु गठित समिति में अध्यक्ष, नगरीय प्रशासन एवं विकास विभाग और आयुक्त, नगरीय प्रशासन एवं विकास को अध्यक्ष बनाया गया है। आयुक्त, उज्जैन, देवास, धार, खरगोन, रतलाम, शाजापुर एवं खंडवा और मुख्य कार्यपालन अधिकारी-धार, खरगोन एवं शाजापुर सदस्य होंगे। मुख्य कार्यपालन अधिकारी, मध्यप्रदेश राज्य नीति आयोग को सदस्य-सचिव बनाया गया है। <box>840 910 1174 994</box>
